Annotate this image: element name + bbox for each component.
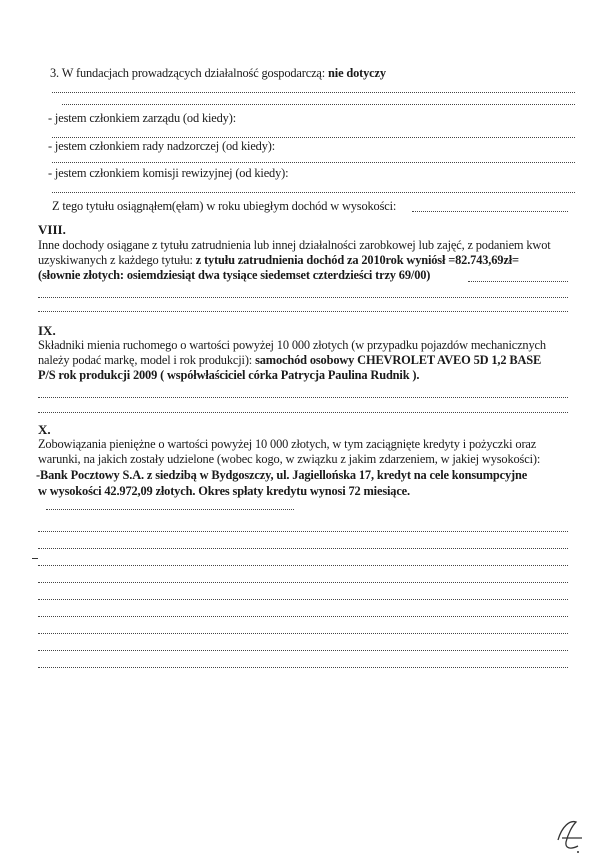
- s10-line3: -Bank Pocztowy S.A. z siedzibą w Bydgoszczy, ul. Jagiellońska 17, kredyt na cele konsumpcyjne: [36, 468, 528, 482]
- s9-line3: P/S rok produkcji 2009 ( współwłaściciel córka Patrycja Paulina Rudnik ).: [38, 368, 420, 382]
- s10-heading: X.: [38, 422, 51, 437]
- s9-line1: Składniki mienia ruchomego o wartości powyżej 10 000 złotych (w przypadku pojazdów mechanicznych: [38, 338, 546, 352]
- dotted-line: [38, 548, 568, 549]
- s9-heading: IX.: [38, 323, 56, 338]
- signature-initial: [548, 808, 588, 858]
- s3-line1-typed: 3. W fundacjach prowadzących działalność gospodarczą:: [50, 66, 326, 80]
- dotted-line: [412, 211, 568, 212]
- dotted-line: [52, 162, 575, 163]
- dotted-line: [38, 565, 568, 566]
- s8-line3: (słownie złotych: osiemdziesiąt dwa tysiące siedemset czterdzieści trzy 69/00): [38, 268, 431, 282]
- dotted-line: [46, 509, 294, 510]
- dotted-line: [38, 667, 568, 668]
- dotted-line: [38, 633, 568, 634]
- s10-line1: Zobowiązania pieniężne o wartości powyżej 10 000 złotych, w tym zaciągnięte kredyty i pożyczki oraz: [38, 437, 537, 451]
- dotted-line: [52, 137, 575, 138]
- dotted-line: [38, 616, 568, 617]
- s8-line2-hand: z tytułu zatrudnienia dochód za 2010rok wyniósł =82.743,69zł=: [195, 253, 519, 267]
- dotted-line: [38, 531, 568, 532]
- s8-heading: VIII.: [38, 222, 66, 237]
- s8-line2-typed: uzyskiwanych z każdego tytułu:: [38, 253, 193, 267]
- dotted-line: [38, 412, 568, 413]
- s8-line1: Inne dochody osiągane z tytułu zatrudnienia lub innej działalności zarobkowej lub zajęć, z podaniem kwot: [38, 238, 551, 252]
- s9-line2-hand: samochód osobowy CHEVROLET AVEO 5D 1,2 BASE: [255, 353, 542, 367]
- dotted-line: [38, 397, 568, 398]
- dotted-line: [52, 192, 575, 193]
- s3-board-member: - jestem członkiem zarządu (od kiedy):: [48, 111, 236, 125]
- dotted-line: [38, 297, 568, 298]
- dotted-line: [62, 104, 575, 105]
- s8-line2: [38, 253, 519, 267]
- s3-line1: [50, 66, 386, 80]
- dotted-line: [468, 281, 568, 282]
- dotted-line: [38, 582, 568, 583]
- dotted-line: [38, 311, 568, 312]
- s3-supervisory-member: - jestem członkiem rady nadzorczej (od kiedy):: [48, 139, 276, 153]
- dotted-line: [52, 92, 575, 93]
- s9-line2: [38, 353, 541, 367]
- s3-audit-member: - jestem członkiem komisji rewizyjnej (od kiedy):: [48, 166, 289, 180]
- dotted-line: [38, 650, 568, 651]
- ink-mark: [32, 558, 38, 559]
- s10-line4: w wysokości 42.972,09 złotych. Okres spłaty kredytu wynosi 72 miesiące.: [38, 484, 410, 498]
- s3-income-line: Z tego tytułu osiągnąłem(ęłam) w roku ubiegłym dochód w wysokości:: [52, 199, 397, 213]
- s3-line1-hand: nie dotyczy: [328, 66, 386, 80]
- dotted-line: [38, 599, 568, 600]
- s10-line2: warunki, na jakich zostały udzielone (wobec kogo, w związku z jakim zdarzeniem, w jakiej wysokości):: [38, 452, 541, 466]
- s9-line2-typed: należy podać markę, model i rok produkcji):: [38, 353, 253, 367]
